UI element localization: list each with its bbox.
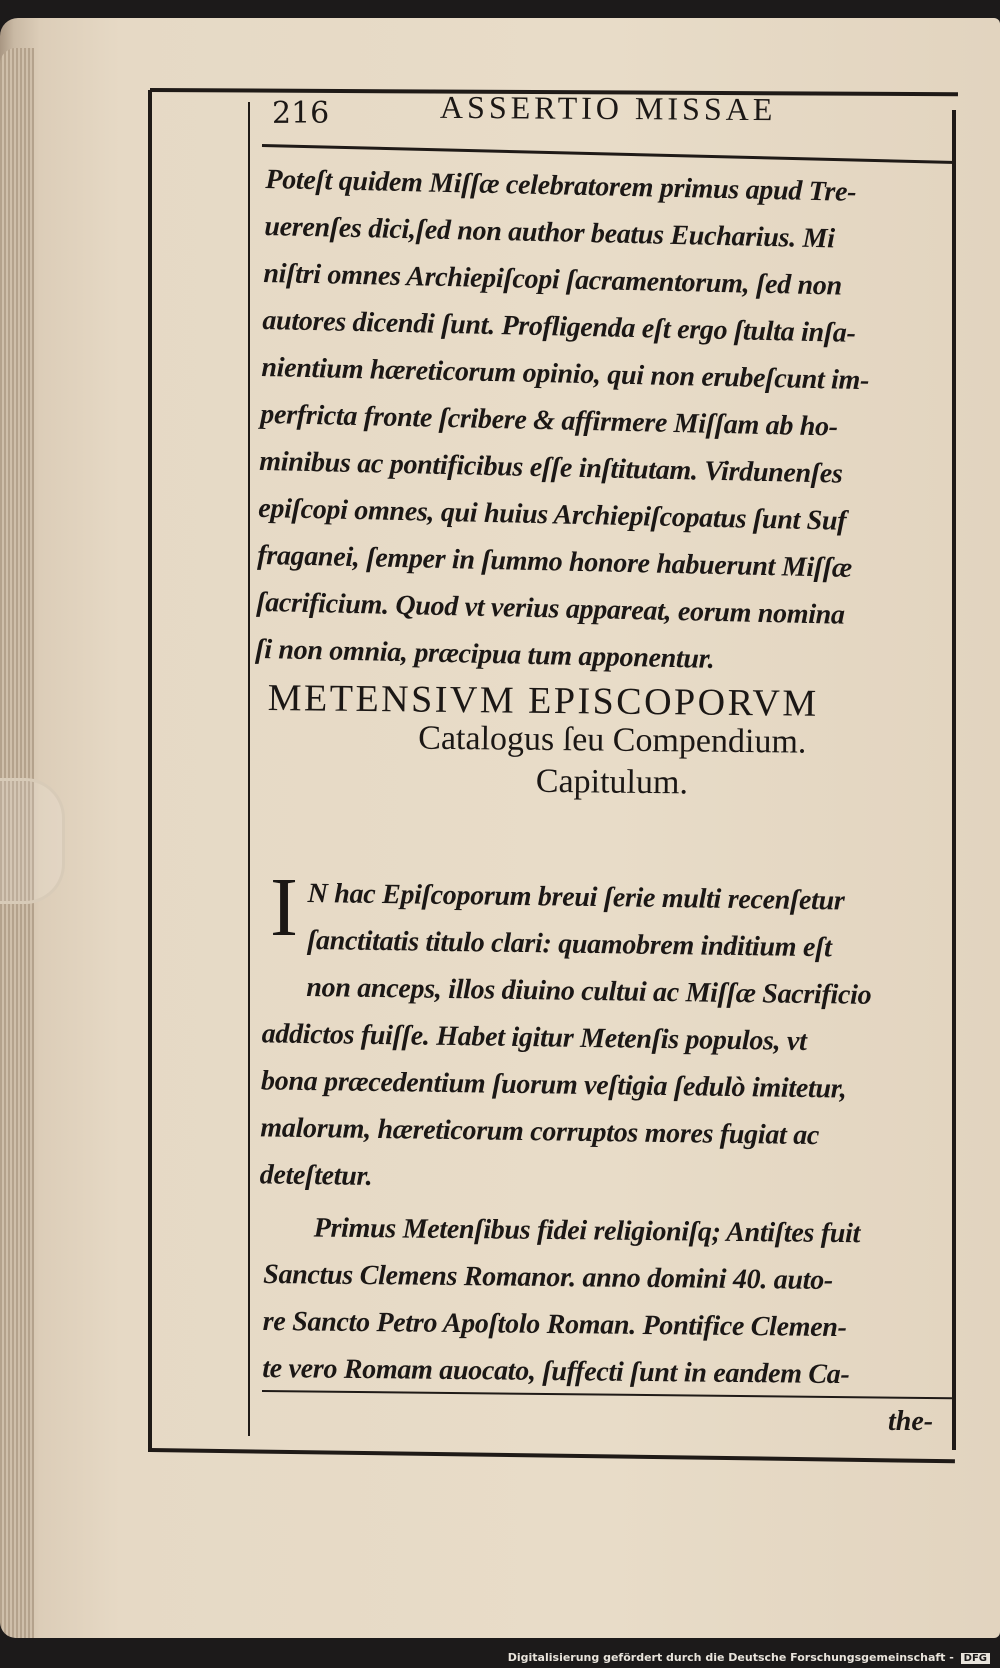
text-line: ſi non omnia, præcipua tum apponentur.: [254, 633, 715, 675]
text-line: ſanctitatis titulo clari: quamobrem inditium eſt: [306, 924, 832, 964]
book-page: [0, 18, 1000, 1638]
paragraph-first-bishop: [262, 1204, 860, 1398]
catchword: the-: [888, 1406, 934, 1437]
frame-rule-left-outer: [148, 90, 152, 1452]
paragraph-intro: [255, 156, 874, 686]
page-clip: [0, 778, 65, 904]
paragraph-chapter-intro: [259, 870, 873, 1207]
drop-cap: I: [270, 861, 298, 954]
text-line: fraganei, ſemper in ſummo honore habuerunt Miſſæ: [256, 539, 853, 584]
text-line: uerenſes dici,ſed non author beatus Eucharius. Mi: [264, 210, 835, 255]
frame-rule-left-inner: [248, 102, 250, 1436]
text-line: Poteſt quidem Miſſæ celebratorem primus apud Tre-: [265, 163, 857, 208]
text-line: te vero Romam auocato, ſuffecti ſunt in eandem Ca-: [262, 1352, 850, 1391]
section-subtitle: Catalogus ſeu Compendium.: [418, 719, 807, 761]
text-line: bona præcedentium ſuorum veſtigia ſedulò imitetur,: [260, 1065, 847, 1105]
text-line: malorum, hæreticorum corruptos mores fugiat ac: [260, 1112, 820, 1152]
chapter-label: Capitulum.: [535, 762, 689, 802]
credit-text: Digitalisierung gefördert durch die Deutsche Forschungsgemeinschaft -: [507, 1651, 954, 1664]
text-line: re Sancto Petro Apoſtolo Roman. Pontifice Clemen-: [262, 1305, 847, 1344]
text-line: epiſcopi omnes, qui huius Archiepiſcopatus ſunt Suf: [257, 492, 847, 537]
section-heading: [267, 676, 958, 805]
running-head: ASSERTIO MISSAE: [439, 88, 777, 128]
text-line: niſtri omnes Archiepiſcopi ſacramentorum, ſed non: [263, 257, 843, 302]
dfg-logo: DFG: [961, 1653, 990, 1664]
text-line: perfricta fronte ſcribere & affirmere Miſſam ab ho-: [260, 398, 839, 443]
page-number: 216: [272, 96, 330, 131]
text-line: deteſtetur.: [259, 1159, 373, 1192]
frame-rule-bottom-outer: [150, 1448, 955, 1463]
text-line: addictos fuiſſe. Habet igitur Metenſis populos, vt: [261, 1018, 807, 1057]
text-line: autores dicendi ſunt. Profligenda eſt ergo ſtulta inſa-: [262, 304, 856, 349]
section-title: METENSIVM EPISCOPORVM: [267, 676, 819, 725]
text-line: nientium hæreticorum opinio, qui non erubeſcunt im-: [261, 351, 870, 397]
text-line: Sanctus Clemens Romanor. anno domini 40. auto-: [263, 1258, 834, 1296]
text-line: N hac Epiſcoporum breui ſerie multi recenſetur: [307, 877, 845, 917]
digitization-credit: [508, 1651, 990, 1664]
text-line: Primus Metenſibus fidei religioniſq; Antiſtes fuit: [313, 1212, 861, 1250]
text-line: minibus ac pontificibus eſſe inſtitutam. Virdunenſes: [258, 445, 843, 490]
text-line: ſacrificium. Quod vt verius appareat, eorum nomina: [255, 586, 846, 631]
text-line: non anceps, illos diuino cultui ac Miſſæ Sacrificio: [306, 971, 872, 1011]
